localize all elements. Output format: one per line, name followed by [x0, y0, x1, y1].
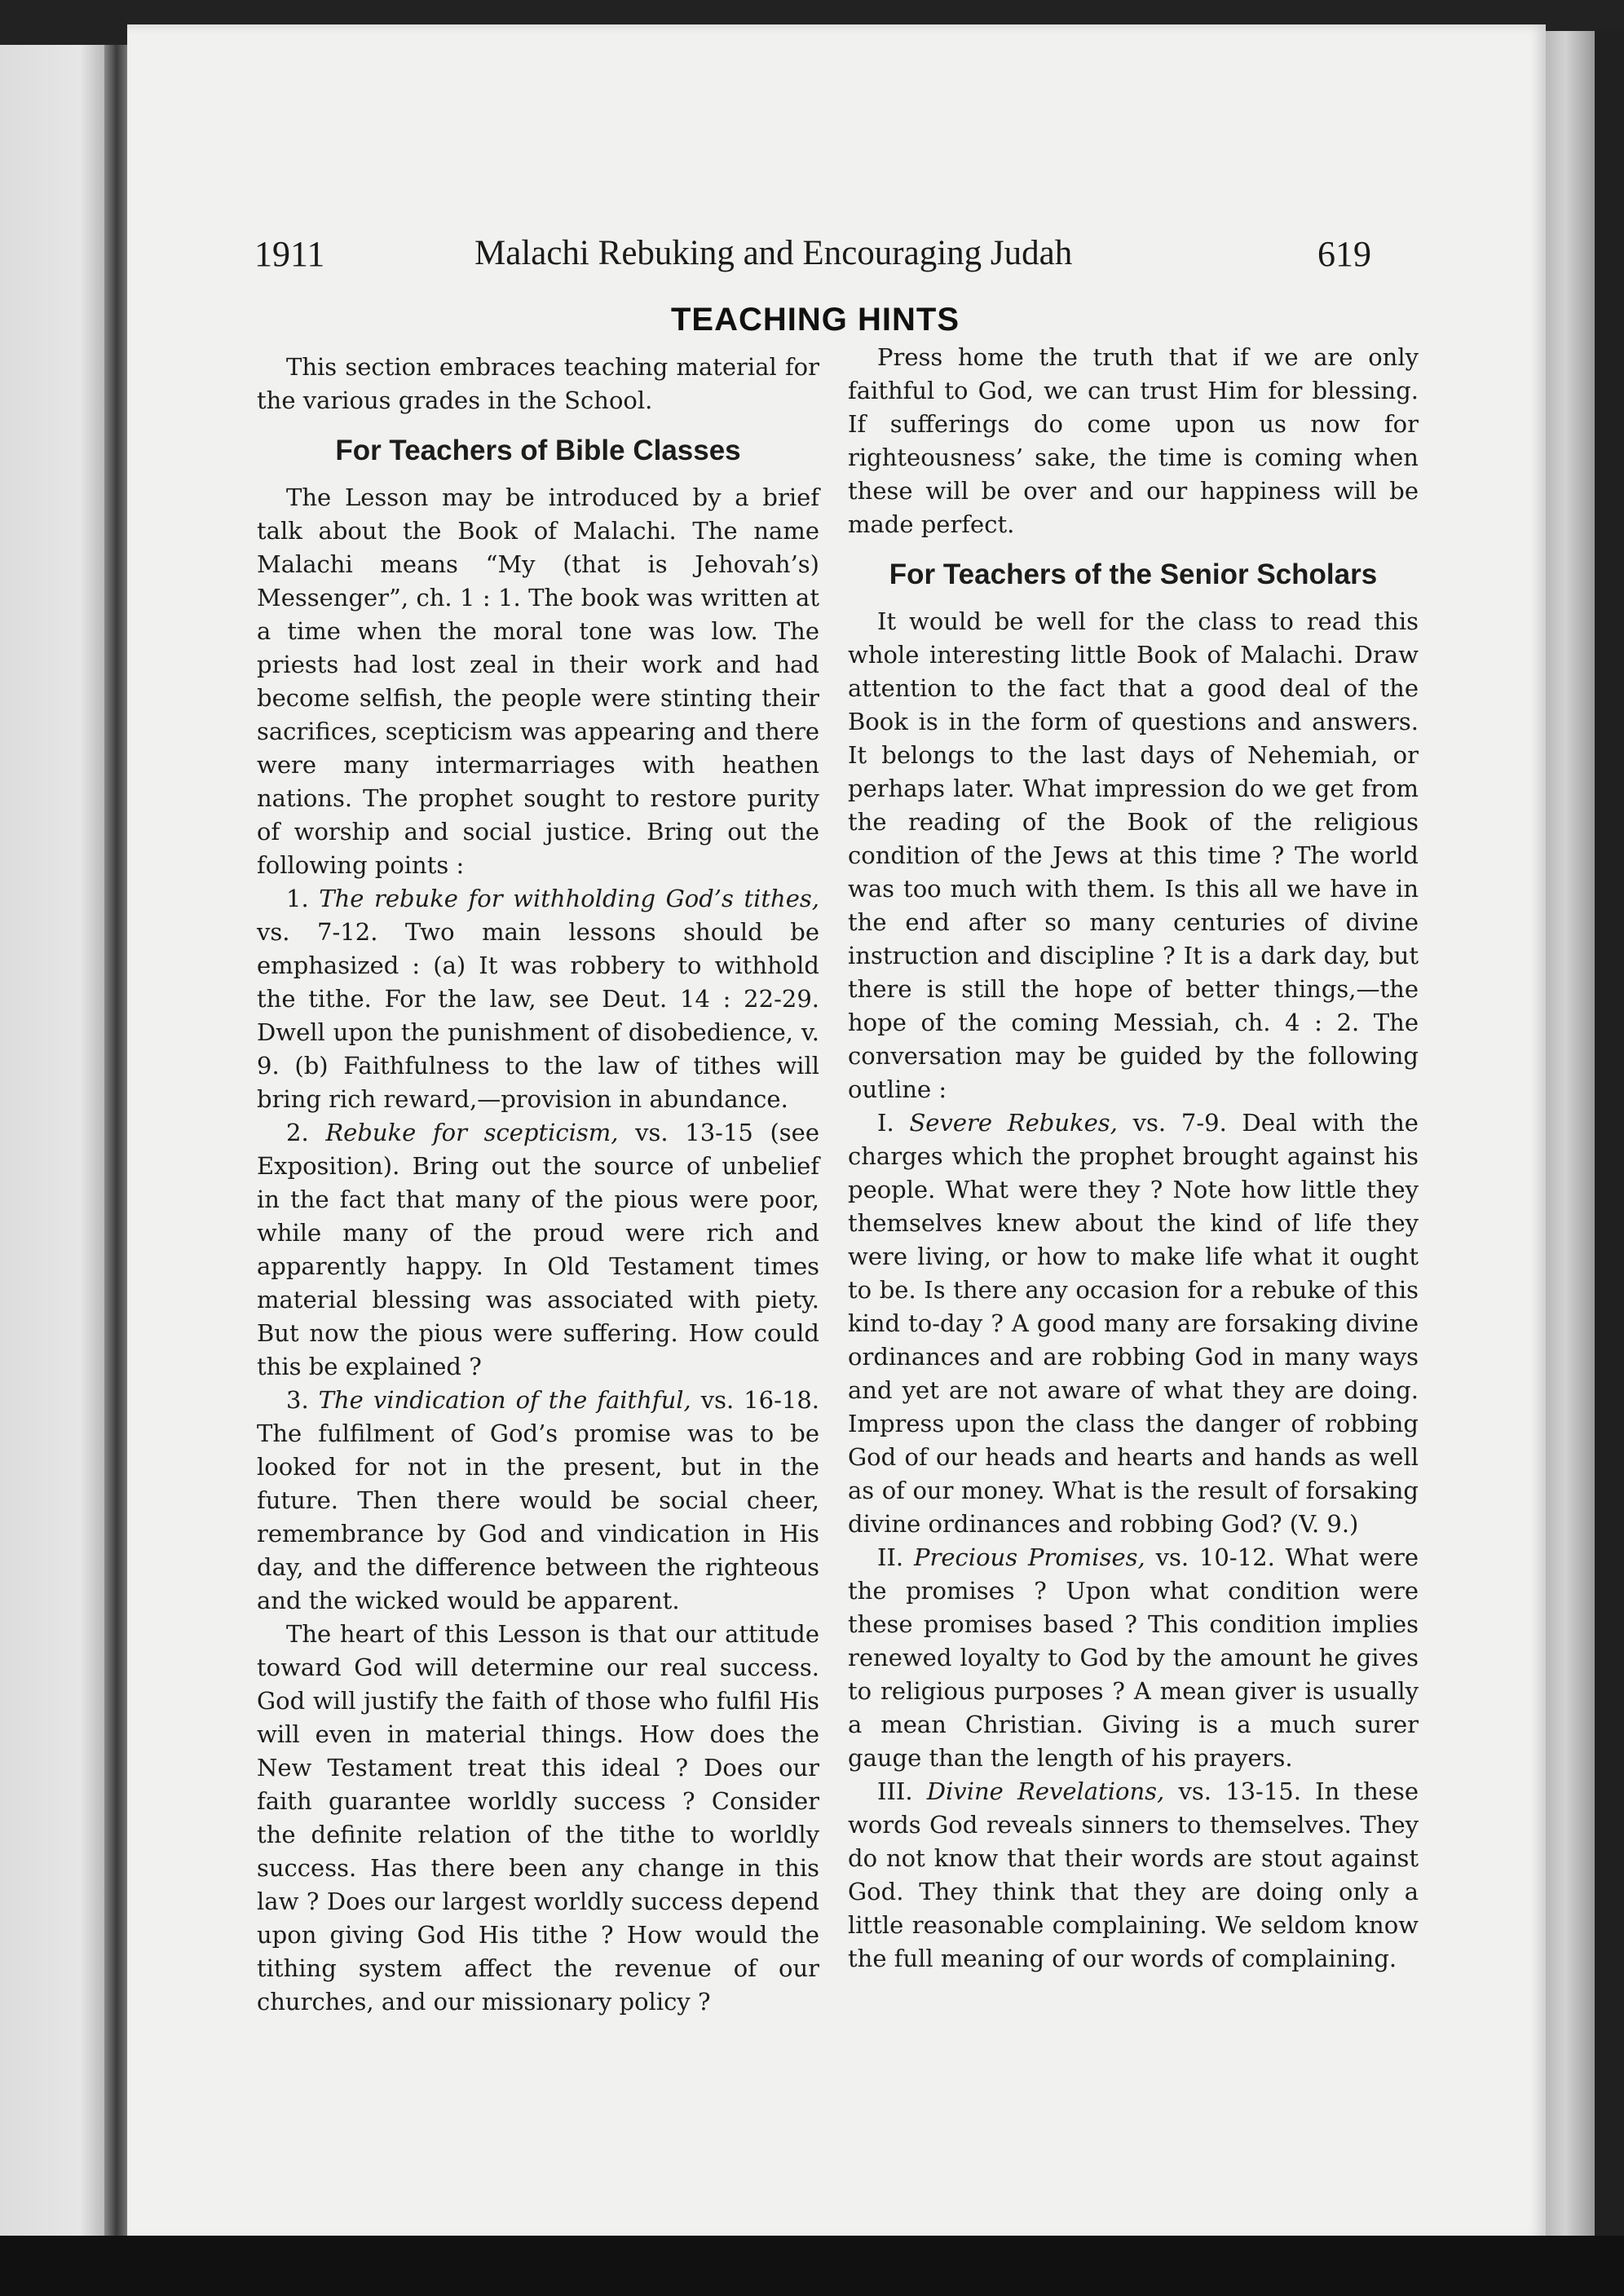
running-header: [254, 233, 1371, 282]
scan-bottom-border: [0, 2236, 1624, 2296]
right-column: [848, 341, 1419, 1976]
header-running-title: Malachi Rebuking and Encouraging Judah: [474, 234, 1073, 272]
point-2: [257, 1116, 819, 1384]
left-column: [257, 351, 819, 2019]
point-title: The rebuke for withholding God’s tithes,: [319, 885, 819, 912]
point-text: vs. 13-15 (see Exposition). Bring out the source of unbelief in the fact that many of the pious were poor, while many of the proud were rich and apparently happy. In Old Testament times material blessing was associated with piety. But now the pious were suffering. How could this be explained ?: [257, 1119, 819, 1380]
point-title: Precious Promises,: [914, 1543, 1145, 1571]
point-text: vs. 13-15. In these words God reveals sinners to themselves. They do not know that their words are stout against God. They think that they are doing only a little reasonable complaining. We seldom know the full meaning of our words of complaining.: [848, 1777, 1419, 1972]
point-1: [257, 882, 819, 1116]
point-label: II.: [877, 1543, 915, 1571]
outline-point-2: [848, 1541, 1419, 1775]
press-home-paragraph: Press home the truth that if we are only faithful to God, we can trust Him for blessing. If sufferings do come upon us now for righteousness’ sake, the time is coming when these will be over and our happiness will be made perfect.: [848, 343, 1419, 538]
point-text: vs. 16-18. The fulfilment of God’s promise was to be looked for not in the present, but in the future. Then there would be social cheer, remembrance by God and vindication in His day, and the difference between the righteous and the wicked would be apparent.: [257, 1386, 820, 1614]
page-number: 619: [1317, 234, 1371, 274]
point-text: vs. 7-12. Two main lessons should be emphasized : (a) It was robbery to withhold the tithe. For the law, see Deut. 14 : 22-29. Dwell upon the punishment of disobedience, v. 9. (b) Faithfulness to the law of tithes will bring rich reward,—provision in abundance.: [257, 918, 819, 1113]
header-year: 1911: [254, 234, 325, 274]
point-title: The vindication of the faithful,: [318, 1386, 691, 1414]
point-title: Severe Rebukes,: [909, 1109, 1118, 1137]
point-text: vs. 7-9. Deal with the charges which the prophet brought against his people. What were they ? Note how little they themselves knew about the kind of life they were living, or how to make life what it ought to be. Is there any occasion for a rebuke of this kind to-day ? A good many are forsaking divine ordinances and are robbing God in many ways and yet are not aware of what they are doing. Impress upon the class the danger of robbing God of our heads and hearts and hands as well as of our money. What is the result of forsaking divine ordinances and robbing God? (V. 9.): [848, 1109, 1419, 1538]
heading-senior-scholars: For Teachers of the Senior Scholars: [889, 559, 1378, 590]
outline-point-1: [848, 1106, 1419, 1541]
point-label: 3.: [286, 1386, 319, 1414]
point-label: I.: [877, 1109, 910, 1137]
point-title: Divine Revelations,: [926, 1777, 1165, 1805]
heart-paragraph: The heart of this Lesson is that our attitude toward God will determine our real success. God will justify the faith of those who fulfil His will even in material things. How does the New Testament treat this ideal ? Does our faith guarantee worldly success ? Consider the definite relation of the tithe to worldly success. Has there been any change in this law ? Does our largest worldly success depend upon giving God His tithe ? How would the tithing system affect the revenue of our churches, and our missionary policy ?: [257, 1620, 819, 2016]
intro-paragraph: This section embraces teaching material for the various grades in the School.: [257, 353, 819, 414]
section-title: TEACHING HINTS: [671, 302, 960, 338]
heading-bible-classes: For Teachers of Bible Classes: [335, 435, 741, 466]
point-3: [257, 1384, 819, 1618]
point-label: III.: [877, 1777, 927, 1805]
facing-page-edge: [0, 45, 114, 2238]
point-label: 2.: [286, 1119, 326, 1146]
point-title: Rebuke for scepticism,: [325, 1119, 619, 1146]
senior-scholars-paragraph: It would be well for the class to read this whole interesting little Book of Malachi. Draw attention to the fact that a good deal of the Book is in the form of questions and answers. It belongs to the last days of Nehemiah, or perhaps later. What impression do we get from the reading of the Book of the religious condition of the Jews at this time ? The world was too much with them. Is this all we have in the end after so many centuries of divine instruction and discipline ? It is a dark day, but there is still the hope of better things,—the hope of the coming Messiah, ch. 4 : 2. The conversation may be guided by the following outline :: [848, 607, 1419, 1103]
point-label: 1.: [286, 885, 320, 912]
outline-point-3: [848, 1775, 1419, 1976]
page-stack-edge: [1546, 31, 1595, 2236]
scan-right-border: [1595, 31, 1624, 2236]
bible-classes-paragraph: The Lesson may be introduced by a brief talk about the Book of Malachi. The name Malachi means “My (that is Jehovah’s) Messenger”, ch. 1 : 1. The book was written at a time when the moral tone was low. The priests had lost zeal in their work and had become selfish, the people were stinting their sacrifices, scepticism was appearing and there were many intermarriages with heathen nations. The prophet sought to restore purity of worship and social justice. Bring out the following points :: [257, 483, 819, 879]
point-text: vs. 10-12. What were the promises ? Upon what condition were these promises based ? This condition implies renewed loyalty to God by the amount he gives to religious purposes ? A mean giver is usually a mean Christian. Giving is a much surer gauge than the length of his prayers.: [848, 1543, 1419, 1772]
book-gutter: [104, 45, 129, 2238]
